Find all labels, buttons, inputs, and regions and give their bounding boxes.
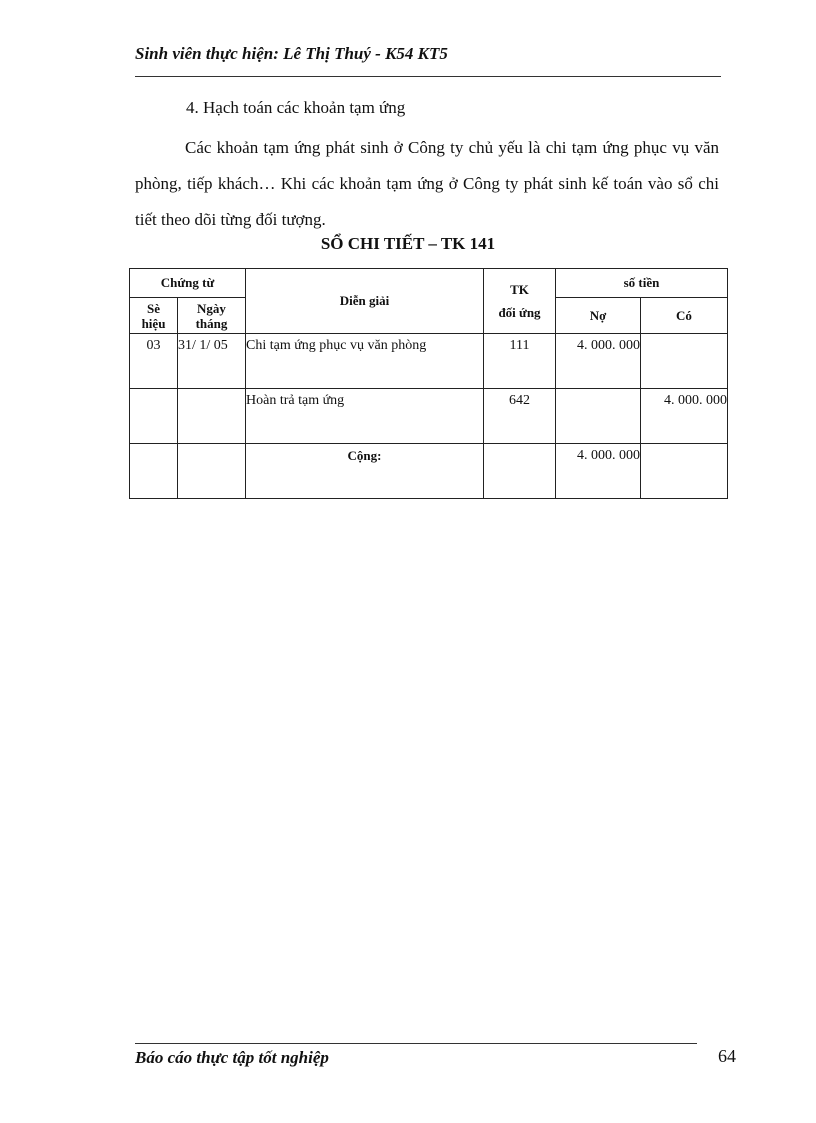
header-tk-line1: TK: [510, 282, 529, 297]
cell-tk-doi-ung: 642: [484, 389, 556, 444]
total-row: [130, 444, 728, 499]
cell-co: 4. 000. 000: [641, 389, 728, 444]
ledger-title: SỔ CHI TIẾT – TK 141: [320, 234, 496, 253]
header-dien-giai: Diễn giải: [246, 269, 484, 334]
cell-dien-giai: Hoàn trả tạm ứng: [246, 389, 484, 444]
cell-no: 4. 000. 000: [556, 334, 641, 389]
header-tk-line2: đối ứng: [498, 305, 541, 320]
header-author: Sinh viên thực hiện: Lê Thị Thuý - K54 KT5: [135, 44, 448, 63]
cell-ngay-thang: [178, 389, 246, 444]
header-divider: [135, 76, 721, 77]
header-ngay-thang-line2: tháng: [195, 315, 228, 331]
cell-empty: [130, 444, 178, 499]
table-row: [130, 334, 728, 389]
table-row: [130, 389, 728, 444]
section-heading: 4. Hạch toán các khoản tạm ứng: [186, 98, 406, 117]
footer-title: Báo cáo thực tập tốt nghiệp: [135, 1048, 329, 1067]
cell-empty: [178, 444, 246, 499]
page-number: 64: [718, 1046, 736, 1066]
footer-divider: [135, 1043, 697, 1044]
header-tk-doi-ung: [484, 269, 556, 334]
cell-ngay-thang: 31/ 1/ 05: [178, 334, 246, 389]
header-ngay-thang-line1: Ngày: [197, 300, 226, 316]
cell-so-hieu: [130, 389, 178, 444]
cell-tk-doi-ung: 111: [484, 334, 556, 389]
header-no: Nợ: [556, 298, 641, 334]
header-so-hieu-line1: Sè: [147, 300, 160, 316]
header-so-tien: số tiền: [556, 269, 728, 298]
header-co: Có: [641, 298, 728, 334]
total-co: [641, 444, 728, 499]
cell-dien-giai: Chi tạm ứng phục vụ văn phòng: [246, 334, 484, 389]
body-paragraph: Các khoản tạm ứng phát sinh ở Công ty chủ yếu là chi tạm ứng phục vụ văn phòng, tiếp khách… Khi các khoản tạm ứng ở Công ty phát sinh kế toán vào sổ chi tiết theo dõi từng đối tượng.: [135, 138, 719, 229]
cell-so-hieu: 03: [130, 334, 178, 389]
header-so-hieu-line2: hiệu: [141, 315, 166, 331]
ledger-table: [129, 268, 728, 499]
cell-no: [556, 389, 641, 444]
cell-co: [641, 334, 728, 389]
total-no: 4. 000. 000: [556, 444, 641, 499]
cell-empty: [484, 444, 556, 499]
header-ngay-thang: [178, 298, 246, 334]
total-label: Cộng:: [246, 444, 484, 499]
header-chung-tu: Chứng từ: [130, 269, 246, 298]
header-so-hieu: [130, 298, 178, 334]
